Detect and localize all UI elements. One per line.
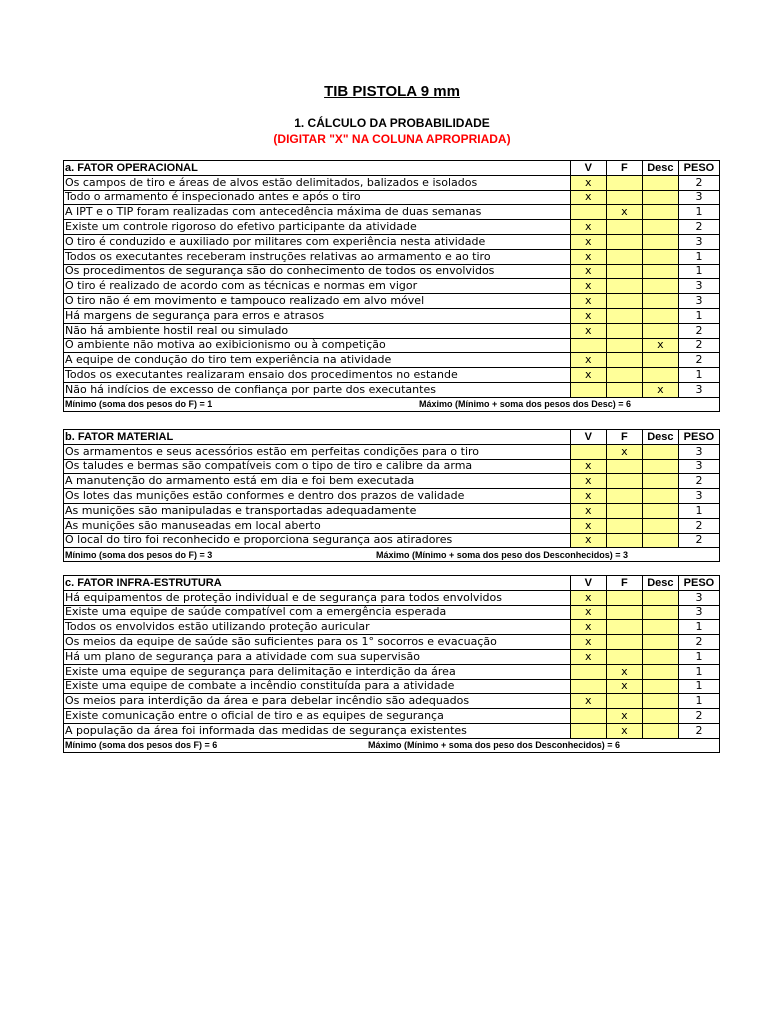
table-row — [64, 175, 720, 190]
mark-cell-v[interactable]: x — [570, 190, 606, 205]
mark-cell-desc[interactable] — [642, 279, 678, 294]
peso-value: 1 — [678, 620, 719, 635]
peso-value: 1 — [678, 264, 719, 279]
peso-value: 3 — [678, 279, 719, 294]
peso-value: 1 — [678, 664, 719, 679]
mark-cell-v[interactable]: x — [570, 694, 606, 709]
table-row — [64, 368, 720, 383]
mark-cell-desc[interactable] — [642, 249, 678, 264]
peso-value: 3 — [678, 190, 719, 205]
mark-cell-desc[interactable]: x — [642, 382, 678, 397]
mark-cell-f[interactable] — [606, 368, 642, 383]
peso-value: 1 — [678, 308, 719, 323]
peso-value: 1 — [678, 368, 719, 383]
criterion-text: A manutenção do armamento está em dia e foi bem executada — [64, 474, 571, 489]
minimum-formula: Mínimo (soma dos pesos do F) = 3 — [65, 549, 213, 560]
criterion-text: As munições são manuseadas em local aberto — [64, 518, 571, 533]
peso-value: 2 — [678, 220, 719, 235]
maximum-formula: Máximo (Mínimo + soma dos pesos dos Desc) = 6 — [419, 399, 632, 410]
mark-cell-v[interactable]: x — [570, 249, 606, 264]
column-header-f: F — [606, 161, 642, 176]
table-row — [64, 444, 720, 459]
mark-cell-f[interactable] — [606, 649, 642, 664]
mark-cell-f[interactable]: x — [606, 723, 642, 738]
criterion-text: As munições são manipuladas e transportadas adequadamente — [64, 503, 571, 518]
table-row — [64, 353, 720, 368]
criterion-text: Existe uma equipe de saúde compatível com a emergência esperada — [64, 605, 571, 620]
factor-heading: b. FATOR MATERIAL — [64, 430, 571, 445]
mark-cell-desc[interactable] — [642, 444, 678, 459]
table-footer-row — [64, 738, 720, 752]
table-footer-row — [64, 397, 720, 411]
mark-cell-v[interactable] — [570, 205, 606, 220]
mark-cell-f[interactable]: x — [606, 709, 642, 724]
mark-cell-v[interactable]: x — [570, 533, 606, 548]
mark-cell-desc[interactable] — [642, 590, 678, 605]
mark-cell-desc[interactable] — [642, 323, 678, 338]
factor-table-material — [63, 429, 720, 562]
table-header-row — [64, 161, 720, 176]
peso-value: 2 — [678, 175, 719, 190]
table-header-row — [64, 576, 720, 591]
table-row — [64, 503, 720, 518]
criterion-text: Os campos de tiro e áreas de alvos estão delimitados, balizados e isolados — [64, 175, 571, 190]
mark-cell-desc[interactable] — [642, 620, 678, 635]
column-header-f: F — [606, 430, 642, 445]
criterion-text: O local do tiro foi reconhecido e proporciona segurança aos atiradores — [64, 533, 571, 548]
column-header-v: V — [570, 576, 606, 591]
footer-cell — [64, 397, 720, 411]
mark-cell-f[interactable] — [606, 533, 642, 548]
mark-cell-v[interactable]: x — [570, 264, 606, 279]
mark-cell-v[interactable]: x — [570, 474, 606, 489]
table-row — [64, 264, 720, 279]
mark-cell-f[interactable] — [606, 249, 642, 264]
peso-value: 2 — [678, 323, 719, 338]
document-title: TIB PISTOLA 9 mm — [324, 83, 460, 100]
mark-cell-f[interactable] — [606, 605, 642, 620]
probability-heading: 1. CÁLCULO DA PROBABILIDADE — [294, 116, 490, 130]
mark-cell-f[interactable] — [606, 694, 642, 709]
criterion-text: Os lotes das munições estão conformes e dentro dos prazos de validade — [64, 489, 571, 504]
peso-value: 3 — [678, 444, 719, 459]
column-header-desc: Desc — [642, 430, 678, 445]
table-row — [64, 323, 720, 338]
table-row — [64, 338, 720, 353]
peso-value: 1 — [678, 503, 719, 518]
column-header-desc: Desc — [642, 161, 678, 176]
criterion-text: Os meios da equipe de saúde são suficientes para os 1° socorros e evacuação — [64, 635, 571, 650]
criterion-text: A IPT e o TIP foram realizadas com antecedência máxima de duas semanas — [64, 205, 571, 220]
peso-value: 1 — [678, 249, 719, 264]
peso-value: 3 — [678, 294, 719, 309]
mark-cell-v[interactable]: x — [570, 590, 606, 605]
mark-cell-f[interactable]: x — [606, 205, 642, 220]
mark-cell-v[interactable]: x — [570, 605, 606, 620]
mark-cell-desc[interactable] — [642, 518, 678, 533]
table-row — [64, 234, 720, 249]
mark-cell-v[interactable]: x — [570, 649, 606, 664]
table-row — [64, 220, 720, 235]
mark-cell-desc[interactable] — [642, 234, 678, 249]
table-row — [64, 694, 720, 709]
mark-cell-f[interactable] — [606, 503, 642, 518]
mark-cell-desc[interactable] — [642, 175, 678, 190]
criterion-text: O ambiente não motiva ao exibicionismo ou à competição — [64, 338, 571, 353]
peso-value: 3 — [678, 459, 719, 474]
mark-cell-f[interactable]: x — [606, 679, 642, 694]
criterion-text: Há equipamentos de proteção individual e de segurança para todos envolvidos — [64, 590, 571, 605]
table-footer-row — [64, 548, 720, 562]
mark-cell-f[interactable] — [606, 459, 642, 474]
mark-cell-desc[interactable] — [642, 635, 678, 650]
mark-cell-f[interactable] — [606, 382, 642, 397]
criterion-text: Existe uma equipe de combate a incêndio constituída para a atividade — [64, 679, 571, 694]
mark-cell-desc[interactable] — [642, 294, 678, 309]
mark-cell-v[interactable]: x — [570, 489, 606, 504]
criterion-text: Os taludes e bermas são compatíveis com o tipo de tiro e calibre da arma — [64, 459, 571, 474]
mark-cell-f[interactable] — [606, 338, 642, 353]
criterion-text: Existe uma equipe de segurança para delimitação e interdição da área — [64, 664, 571, 679]
mark-cell-v[interactable] — [570, 664, 606, 679]
column-header-v: V — [570, 161, 606, 176]
mark-cell-v[interactable]: x — [570, 368, 606, 383]
peso-value: 1 — [678, 649, 719, 664]
mark-cell-f[interactable] — [606, 294, 642, 309]
mark-cell-v[interactable]: x — [570, 234, 606, 249]
mark-cell-desc[interactable] — [642, 489, 678, 504]
table-row — [64, 308, 720, 323]
factor-table-operational — [63, 160, 720, 412]
criterion-text: Há um plano de segurança para a atividade com sua supervisão — [64, 649, 571, 664]
mark-cell-desc[interactable] — [642, 503, 678, 518]
table-row — [64, 294, 720, 309]
mark-cell-desc[interactable] — [642, 605, 678, 620]
criterion-text: A população da área foi informada das medidas de segurança existentes — [64, 723, 571, 738]
mark-cell-v[interactable] — [570, 679, 606, 694]
mark-cell-desc[interactable] — [642, 694, 678, 709]
peso-value: 2 — [678, 723, 719, 738]
mark-cell-desc[interactable] — [642, 533, 678, 548]
table-row — [64, 459, 720, 474]
column-header-peso: PESO — [678, 430, 719, 445]
mark-cell-f[interactable] — [606, 308, 642, 323]
criterion-text: Todos os envolvidos estão utilizando proteção auricular — [64, 620, 571, 635]
peso-value: 2 — [678, 353, 719, 368]
mark-cell-f[interactable] — [606, 620, 642, 635]
table-row — [64, 605, 720, 620]
table-row — [64, 518, 720, 533]
footer-cell — [64, 548, 720, 562]
mark-cell-v[interactable]: x — [570, 279, 606, 294]
table-row — [64, 679, 720, 694]
peso-value: 2 — [678, 518, 719, 533]
peso-value: 2 — [678, 474, 719, 489]
mark-cell-desc[interactable] — [642, 664, 678, 679]
peso-value: 1 — [678, 679, 719, 694]
mark-cell-v[interactable]: x — [570, 518, 606, 533]
column-header-v: V — [570, 430, 606, 445]
footer-cell — [64, 738, 720, 752]
mark-cell-f[interactable] — [606, 635, 642, 650]
criterion-text: A equipe de condução do tiro tem experiência na atividade — [64, 353, 571, 368]
mark-cell-v[interactable]: x — [570, 175, 606, 190]
peso-value: 1 — [678, 205, 719, 220]
criterion-text: O tiro é realizado de acordo com as técnicas e normas em vigor — [64, 279, 571, 294]
mark-cell-v[interactable]: x — [570, 635, 606, 650]
peso-value: 3 — [678, 605, 719, 620]
peso-value: 2 — [678, 338, 719, 353]
table-row — [64, 249, 720, 264]
table-row — [64, 190, 720, 205]
factor-heading: c. FATOR INFRA-ESTRUTURA — [64, 576, 571, 591]
table-row — [64, 649, 720, 664]
mark-cell-desc[interactable]: x — [642, 338, 678, 353]
peso-value: 3 — [678, 489, 719, 504]
table-row — [64, 382, 720, 397]
factor-table-infrastructure — [63, 575, 720, 753]
mark-cell-v[interactable] — [570, 338, 606, 353]
mark-cell-v[interactable]: x — [570, 459, 606, 474]
mark-cell-f[interactable] — [606, 353, 642, 368]
mark-cell-f[interactable] — [606, 234, 642, 249]
criterion-text: Não há indícios de excesso de confiança por parte dos executantes — [64, 382, 571, 397]
mark-cell-desc[interactable] — [642, 353, 678, 368]
criterion-text: Os procedimentos de segurança são do conhecimento de todos os envolvidos — [64, 264, 571, 279]
criterion-text: Todos os executantes receberam instruções relativas ao armamento e ao tiro — [64, 249, 571, 264]
mark-cell-v[interactable] — [570, 382, 606, 397]
criterion-text: Existe comunicação entre o oficial de tiro e as equipes de segurança — [64, 709, 571, 724]
column-header-peso: PESO — [678, 161, 719, 176]
mark-cell-v[interactable]: x — [570, 323, 606, 338]
criterion-text: Todo o armamento é inspecionado antes e após o tiro — [64, 190, 571, 205]
instruction-text: (DIGITAR "X" NA COLUNA APROPRIADA) — [273, 132, 511, 146]
mark-cell-desc[interactable] — [642, 205, 678, 220]
mark-cell-desc[interactable] — [642, 368, 678, 383]
mark-cell-f[interactable] — [606, 279, 642, 294]
mark-cell-v[interactable]: x — [570, 353, 606, 368]
mark-cell-desc[interactable] — [642, 709, 678, 724]
criterion-text: Existe um controle rigoroso do efetivo participante da atividade — [64, 220, 571, 235]
mark-cell-v[interactable] — [570, 709, 606, 724]
table-row — [64, 474, 720, 489]
mark-cell-v[interactable] — [570, 723, 606, 738]
table-row — [64, 620, 720, 635]
table-row — [64, 205, 720, 220]
mark-cell-f[interactable] — [606, 220, 642, 235]
mark-cell-desc[interactable] — [642, 220, 678, 235]
mark-cell-desc[interactable] — [642, 459, 678, 474]
table-header-row — [64, 430, 720, 445]
peso-value: 3 — [678, 382, 719, 397]
table-row — [64, 590, 720, 605]
mark-cell-f[interactable] — [606, 323, 642, 338]
mark-cell-v[interactable]: x — [570, 503, 606, 518]
table-row — [64, 709, 720, 724]
mark-cell-v[interactable]: x — [570, 308, 606, 323]
criterion-text: Os meios para interdição da área e para debelar incêndio são adequados — [64, 694, 571, 709]
mark-cell-v[interactable]: x — [570, 220, 606, 235]
peso-value: 3 — [678, 234, 719, 249]
mark-cell-f[interactable] — [606, 489, 642, 504]
column-header-f: F — [606, 576, 642, 591]
table-row — [64, 723, 720, 738]
mark-cell-desc[interactable] — [642, 190, 678, 205]
peso-value: 3 — [678, 590, 719, 605]
mark-cell-f[interactable] — [606, 590, 642, 605]
mark-cell-f[interactable]: x — [606, 664, 642, 679]
table-row — [64, 664, 720, 679]
maximum-formula: Máximo (Mínimo + soma dos peso dos Desconhecidos) = 3 — [376, 549, 629, 560]
mark-cell-f[interactable] — [606, 264, 642, 279]
mark-cell-v[interactable] — [570, 444, 606, 459]
mark-cell-desc[interactable] — [642, 679, 678, 694]
mark-cell-f[interactable] — [606, 175, 642, 190]
table-row — [64, 279, 720, 294]
peso-value: 2 — [678, 635, 719, 650]
criterion-text: Todos os executantes realizaram ensaio dos procedimentos no estande — [64, 368, 571, 383]
criterion-text: Os armamentos e seus acessórios estão em perfeitas condições para o tiro — [64, 444, 571, 459]
minimum-formula: Mínimo (soma dos pesos do F) = 1 — [65, 399, 213, 410]
column-header-desc: Desc — [642, 576, 678, 591]
table-row — [64, 533, 720, 548]
column-header-peso: PESO — [678, 576, 719, 591]
peso-value: 1 — [678, 694, 719, 709]
section-subtitle — [0, 115, 768, 147]
peso-value: 2 — [678, 709, 719, 724]
mark-cell-desc[interactable] — [642, 474, 678, 489]
mark-cell-f[interactable] — [606, 190, 642, 205]
mark-cell-desc[interactable] — [642, 308, 678, 323]
mark-cell-f[interactable]: x — [606, 444, 642, 459]
mark-cell-desc[interactable] — [642, 649, 678, 664]
table-row — [64, 635, 720, 650]
criterion-text: Há margens de segurança para erros e atrasos — [64, 308, 571, 323]
mark-cell-v[interactable]: x — [570, 620, 606, 635]
criterion-text: O tiro é conduzido e auxiliado por militares com experiência nesta atividade — [64, 234, 571, 249]
criterion-text: Não há ambiente hostil real ou simulado — [64, 323, 571, 338]
factor-heading: a. FATOR OPERACIONAL — [64, 161, 571, 176]
mark-cell-f[interactable] — [606, 474, 642, 489]
peso-value: 2 — [678, 533, 719, 548]
minimum-formula: Mínimo (soma dos pesos dos F) = 6 — [65, 740, 218, 751]
maximum-formula: Máximo (Mínimo + soma dos peso dos Desconhecidos) = 6 — [368, 740, 621, 751]
mark-cell-desc[interactable] — [642, 723, 678, 738]
criterion-text: O tiro não é em movimento e tampouco realizado em alvo móvel — [64, 294, 571, 309]
mark-cell-f[interactable] — [606, 518, 642, 533]
table-row — [64, 489, 720, 504]
mark-cell-v[interactable]: x — [570, 294, 606, 309]
mark-cell-desc[interactable] — [642, 264, 678, 279]
